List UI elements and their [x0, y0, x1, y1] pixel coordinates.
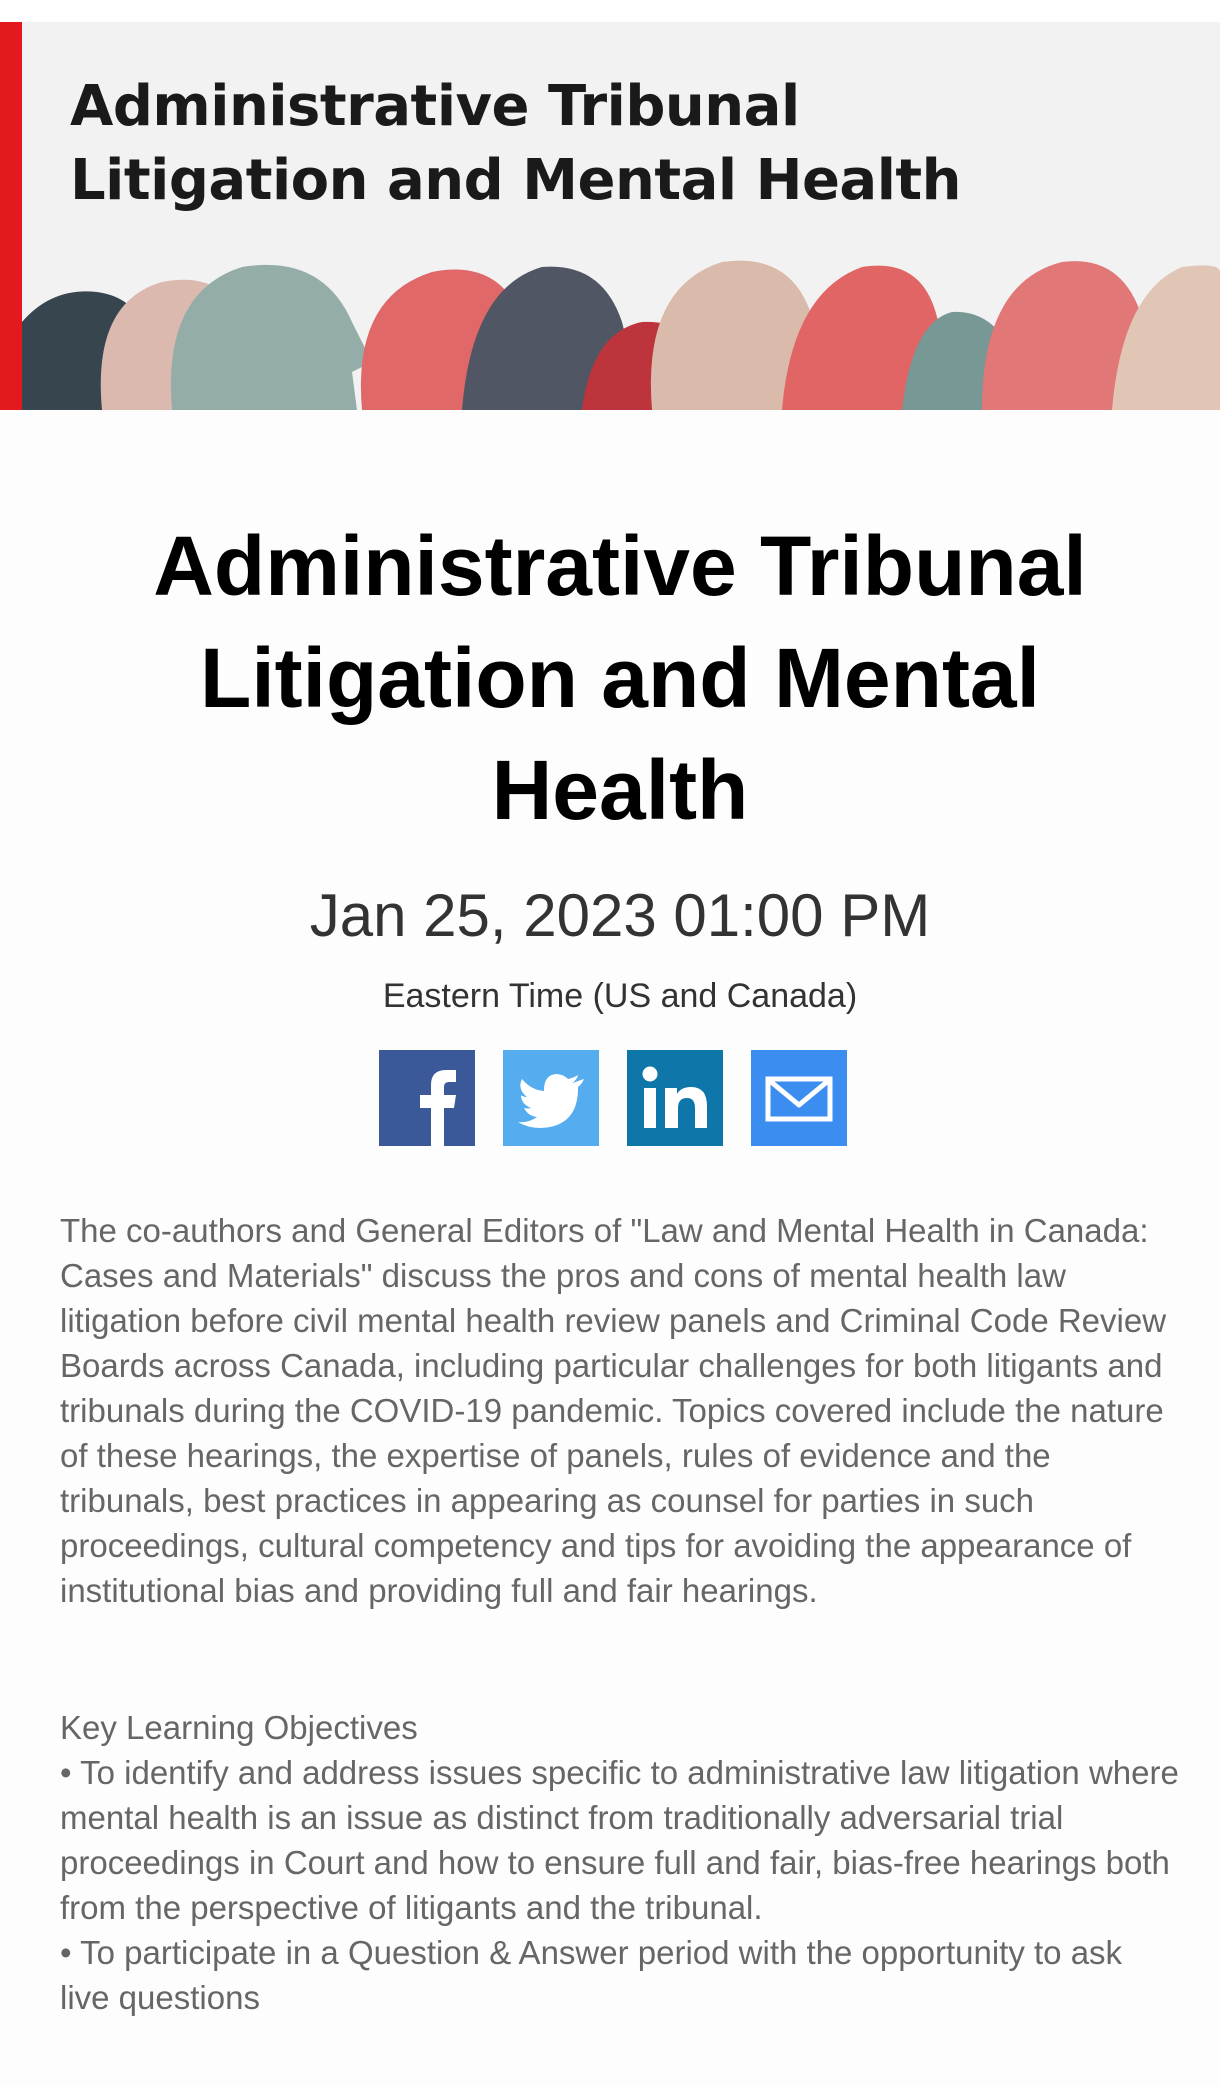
objective-item: • To identify and address issues specific to administrative law litigation where mental health is an issue as distinct from traditionally adversarial trial proceedings in Court and how to ensure full and fair, bias-free hearings both from the perspective of litigants and the tribunal.: [60, 1754, 1179, 1926]
email-share-button[interactable]: [751, 1050, 847, 1146]
facebook-share-button[interactable]: [379, 1050, 475, 1146]
event-date: Jan 25, 2023 01:00 PM: [309, 882, 931, 949]
top-strip: [0, 0, 1220, 22]
linkedin-icon: [627, 1050, 723, 1146]
silhouette-heads-illustration: [22, 232, 1220, 410]
event-timezone: Eastern Time (US and Canada): [382, 977, 858, 1015]
banner-accent-bar: [0, 22, 22, 410]
description-text: The co-authors and General Editors of "Law and Mental Health in Canada: Cases and Materials" discuss the pros and cons of mental health law litigation before civil mental health review panels and Criminal Code Review Boards across Canada, including particular challenges for both litigants and tribunals during the COVID-19 pandemic. Topics covered include the nature of these hearings, the expertise of panels, rules of evidence and the tribunals, best practices in appearing as counsel for parties in such proceedings, cultural competency and tips for avoiding the appearance of institutional bias and providing full and fair hearings.: [60, 1212, 1167, 1609]
objectives-heading: Key Learning Objectives: [60, 1709, 418, 1746]
email-icon: [751, 1050, 847, 1146]
objective-item: • To participate in a Question & Answer period with the opportunity to ask live questions: [60, 1934, 1123, 2016]
facebook-icon: [379, 1050, 475, 1146]
event-title: Administrative Tribunal Litigation and Mental Health: [153, 519, 1087, 837]
twitter-share-button[interactable]: [503, 1050, 599, 1146]
event-description: [60, 1208, 1180, 1613]
event-banner: [0, 22, 1220, 410]
share-buttons: [379, 1050, 849, 1146]
banner-title: Administrative Tribunal Litigation and Mental Health: [70, 74, 962, 213]
learning-objectives: [60, 1705, 1180, 2020]
linkedin-share-button[interactable]: [627, 1050, 723, 1146]
twitter-icon: [503, 1050, 599, 1146]
